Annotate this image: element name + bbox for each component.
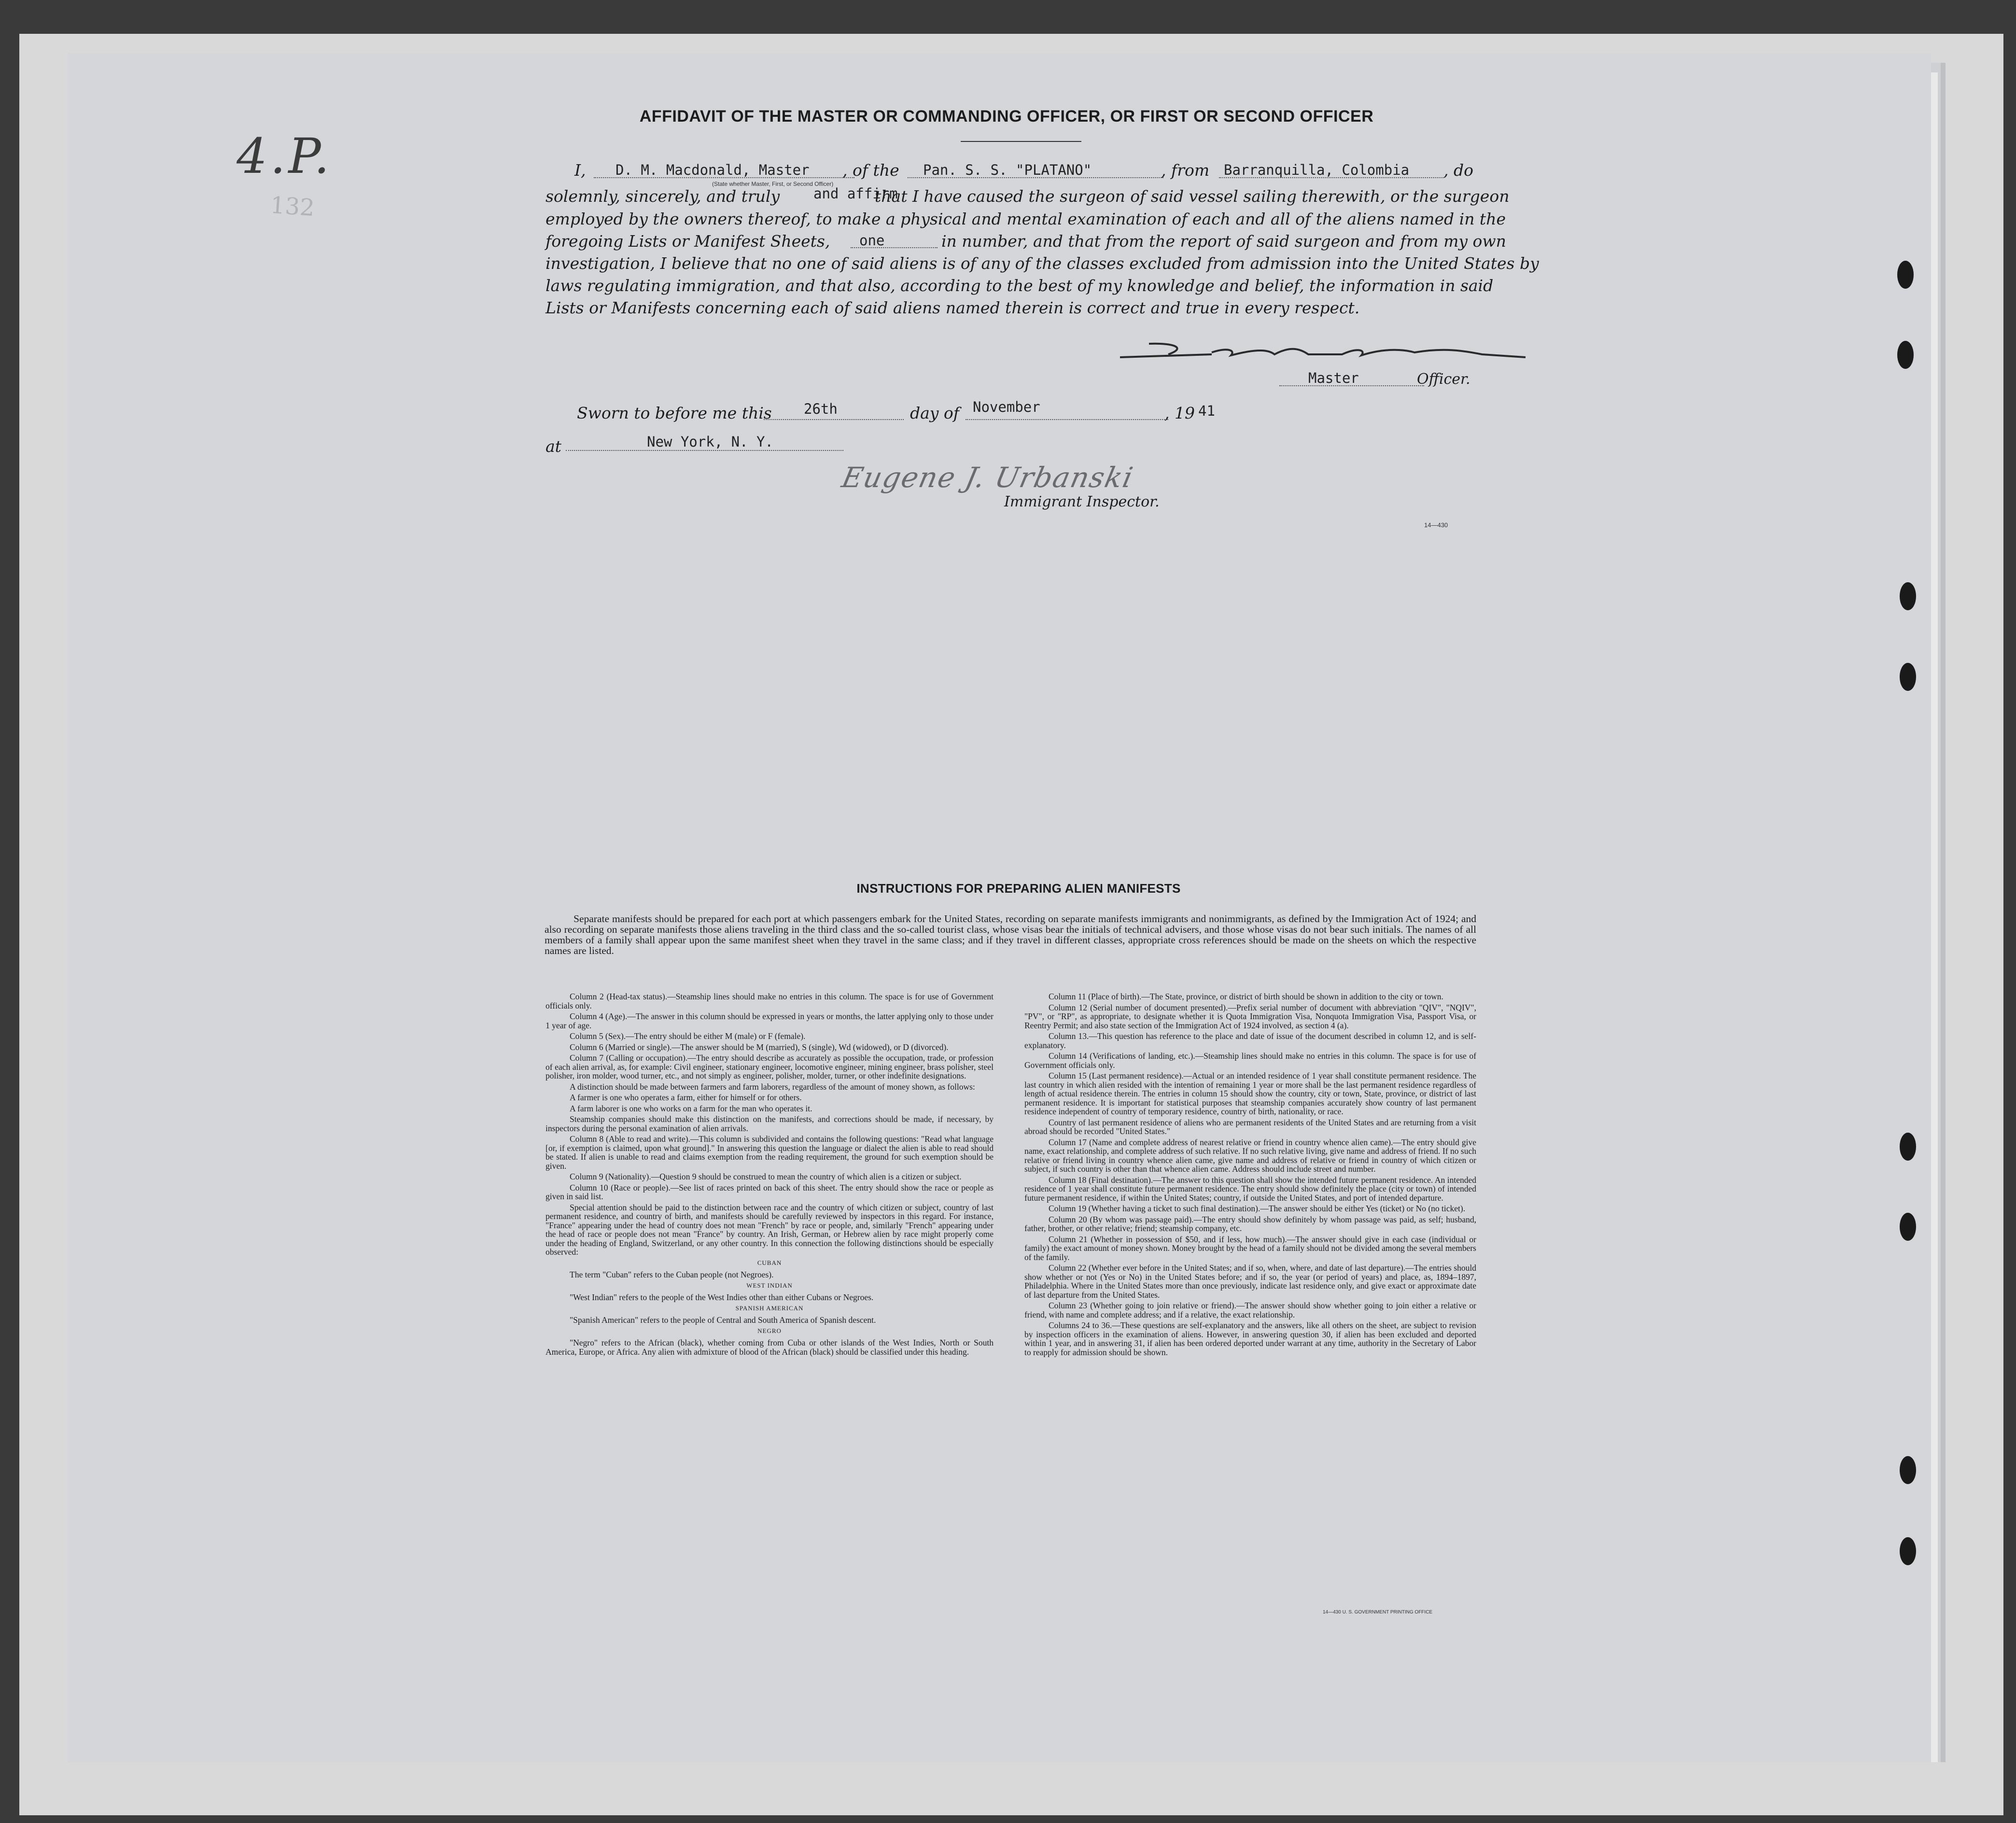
instruction-paragraph: Country of last permanent residence of aliens who are permanent residents of the United States and are returning from a visit abroad should be recorded "United States." xyxy=(1024,1117,1476,1136)
affidavit-text: I, xyxy=(574,161,586,180)
instruction-paragraph: Column 12 (Serial number of document presented).—Prefix serial number of document with abbreviation "QIV", "NQIV", "PV", or "RP", as appropriate, to designate whether it is Quota Immigration Visa, Nonquota Immigration Visa, Passport Visa, or Reentry Permit; and also state section of the Immigration Act of 1924 involved, as section 4 (a). xyxy=(1024,1002,1476,1030)
affidavit-text: day of xyxy=(910,404,960,422)
race-heading: WEST INDIAN xyxy=(746,1281,793,1289)
binder-hole xyxy=(1900,582,1916,610)
affidavit-text: foregoing Lists or Manifest Sheets, xyxy=(546,232,830,251)
instruction-paragraph: Column 4 (Age).—The answer in this column should be expressed in years or months, the latter applying only to those under 1 year of age. xyxy=(546,1011,994,1030)
officer-rank-field: Master xyxy=(1308,370,1359,386)
margin-annotation: 4.P. xyxy=(237,128,333,184)
instructions-right-column xyxy=(1024,992,1476,1359)
instruction-paragraph: Column 19 (Whether having a ticket to such final destination).—The answer should be either Yes (ticket) or No (no ticket). xyxy=(1049,1204,1466,1213)
instructions-intro: Separate manifests should be prepared for each port at which passengers embark for the United States, recording on separate manifests immigrants and nonimmigrants, as defined by the Immigration Act of 1924; and also recording on separate manifests those aliens traveling in the third class and the so-called tourist class, whose visas bear the initials of technical advisers, and those whose visas do not bear such initials. The names of all members of a family shall appear upon the same manifest sheet when they travel in the same class; and if they travel in different classes, appropriate cross references should be made on the sheets on which the respective names are listed. xyxy=(545,913,1476,956)
affidavit-text: at xyxy=(546,437,561,456)
instruction-paragraph: Column 20 (By whom was passage paid).—The entry should show definitely by whom passage was paid, as self; husband, father, brother, or other relative; friend; steamship company, etc. xyxy=(1024,1214,1476,1233)
instruction-paragraph: A distinction should be made between farmers and farm laborers, regardless of the amount of money shown, as follows: xyxy=(570,1081,975,1092)
affidavit-text: , 19 xyxy=(1164,404,1195,422)
sworn-year-field: 41 xyxy=(1198,403,1215,419)
instruction-paragraph: Column 13.—This question has reference to the place and date of issue of the document described in column 12, and is self-explanatory. xyxy=(1024,1031,1476,1050)
officer-signature xyxy=(1115,333,1530,367)
instruction-paragraph: Special attention should be paid to the distinction between race and the country of which citizen or subject, country of last permanent residence, and country of birth, and manifests should be carefully reviewed by inspectors in this regard. For instance, "France" appearing under the head of country does not mean "French" by race or people, and, similarly "French" appearing under the head of race or people does not mean "France" by country. An Irish, German, or Hebrew alien by race might properly come under the heading of England, Switzerland, or any other country. In this connection the following distinctions should be especially observed: xyxy=(546,1202,994,1257)
inspector-signature: Eugene J. Urbanski xyxy=(839,461,1137,494)
affidavit-text: , do xyxy=(1443,161,1473,180)
sworn-day-field: 26th xyxy=(804,401,838,417)
sworn-place-field: New York, N. Y. xyxy=(647,434,773,450)
affidavit-text: Lists or Manifests concerning each of said aliens named therein is correct and true in every respect. xyxy=(546,298,1360,317)
instruction-paragraph: Column 8 (Able to read and write).—This column is subdivided and contains the following questions: "Read what language [or, if exemption is claimed, upon what ground]." In answering this question the language or dialect the alien is able to read should be stated. If alien is unable to read and claims exemption from the reading requirement, the ground for such exemption should be given. xyxy=(546,1134,994,1171)
race-definition: "Negro" refers to the African (black), whether coming from Cuba or other islands of the West Indies, North or South America, Europe, or Africa. Any alien with admixture of blood of the African (black) should be classified under this heading. xyxy=(546,1338,994,1357)
instruction-paragraph: Column 11 (Place of birth).—The State, province, or district of birth should be shown in addition to the city or town. xyxy=(1049,992,1443,1001)
inspector-label: Immigrant Inspector. xyxy=(1004,493,1160,510)
vessel-name-field: Pan. S. S. "PLATANO" xyxy=(923,162,1092,178)
race-definition: "West Indian" refers to the people of the West Indies other than either Cubans or Negroes. xyxy=(570,1292,874,1302)
affidavit-title: AFFIDAVIT OF THE MASTER OR COMMANDING OFFICER, OR FIRST OR SECOND OFFICER xyxy=(639,107,1374,126)
officer-label: Officer. xyxy=(1417,371,1470,388)
binder-hole xyxy=(1897,341,1914,369)
instructions-title: INSTRUCTIONS FOR PREPARING ALIEN MANIFESTS xyxy=(856,881,1181,896)
affidavit-text: employed by the owners thereof, to make a physical and mental examination of each and all of the aliens named in the xyxy=(546,210,1506,228)
instruction-paragraph: A farmer is one who operates a farm, either for himself or for others. xyxy=(570,1093,802,1102)
race-heading: NEGRO xyxy=(757,1327,782,1334)
instructions-left-column xyxy=(546,992,994,1358)
affidavit-text: laws regulating immigration, and that also, according to the best of my knowledge and belief, the information in said xyxy=(546,276,1494,295)
instruction-paragraph: Column 7 (Calling or occupation).—The entry should describe as accurately as possible the occupation, trade, or profession of each alien arrival, as, for example: Civil engineer, stationary engineer, locomotive engineer, mining engineer, brass polisher, steel polisher, iron molder, wood turner, etc., and not simply as engineer, polisher, molder, turner, or other indefinite designations. xyxy=(546,1053,994,1080)
affidavit-text: Sworn to before me this xyxy=(577,404,772,422)
instruction-paragraph: Column 9 (Nationality).—Question 9 should be construed to mean the country of which alien is a citizen or subject. xyxy=(570,1172,962,1181)
departure-port-field: Barranquilla, Colombia xyxy=(1224,162,1410,178)
instruction-paragraph: Column 2 (Head-tax status).—Steamship lines should make no entries in this column. The space is for use of Government officials only. xyxy=(546,992,994,1010)
bleed-through-mark: 132 xyxy=(269,191,316,222)
instruction-paragraph: Columns 24 to 36.—These questions are self-explanatory and the answers, like all others on the sheet, are subject to revision by inspection officers in the examination of aliens. However, in answering question 30, if alien has been excluded and deported within 1 year, and in answering 31, if alien has been ordered deported under warrant at any time, authority in the Secretary of Labor to reapply for admission should be shown. xyxy=(1024,1320,1476,1357)
binder-hole xyxy=(1900,1133,1916,1161)
binder-hole xyxy=(1897,261,1914,289)
fill-line xyxy=(966,418,1168,420)
affidavit-text: , of the xyxy=(842,161,899,180)
sheet-count-field: one xyxy=(859,232,885,249)
printing-office-footer: 14—430 U. S. GOVERNMENT PRINTING OFFICE xyxy=(1323,1610,1433,1615)
race-heading: CUBAN xyxy=(757,1259,782,1266)
binder-hole xyxy=(1900,1456,1916,1484)
sworn-month-field: November xyxy=(973,399,1040,415)
instruction-paragraph: Column 14 (Verifications of landing, etc.).—Steamship lines should make no entries in this column. The space is for use of Government officials only. xyxy=(1024,1051,1476,1070)
race-heading: SPANISH AMERICAN xyxy=(735,1304,804,1312)
page-edge xyxy=(1931,72,1938,1762)
master-name-field: D. M. Macdonald, Master xyxy=(616,162,810,178)
instruction-paragraph: Column 23 (Whether going to join relative or friend).—The answer should show whether going to join either a relative or friend, with name and complete address; and if a relative, the exact relationship. xyxy=(1024,1301,1476,1319)
form-number: 14—430 xyxy=(1424,521,1448,529)
affirm-field: and affirm xyxy=(813,185,898,202)
instruction-paragraph: Column 18 (Final destination).—The answer to this question shall show the intended future permanent residence. An intended residence of 1 year shall constitute future permanent residence. The entry should show definitely the place (city or town) of intended future permanent residence, if within the United States; country, if outside the United States, and port of intended departure. xyxy=(1024,1175,1476,1203)
instruction-paragraph: Column 21 (Whether in possession of $50, and if less, how much).—The answer should give in each case (individual or family) the exact amount of money shown. Money brought by the head of a family should not be divided among the several members of the family. xyxy=(1024,1234,1476,1262)
instruction-paragraph: Steamship companies should make this distinction on the manifests, and corrections should be made, if necessary, by inspectors during the personal examination of alien arrivals. xyxy=(546,1114,994,1133)
instruction-paragraph: Column 17 (Name and complete address of nearest relative or friend in country whence alien came).—The entry should give name, exact relationship, and complete address of such relative. If no such relative living, give name and address of friend. If no such relative or friend living in country whence alien came, give name and address of relative or friend in country of which citizen or subject, if such country is other than that whence alien came. Address should include street and number. xyxy=(1024,1137,1476,1174)
affidavit-text: that I have caused the surgeon of said vessel sailing therewith, or the surgeon xyxy=(875,187,1510,206)
instruction-paragraph: Column 10 (Race or people).—See list of races printed on back of this sheet. The entry should show the race or people as given in said list. xyxy=(546,1182,994,1201)
instruction-paragraph: Column 6 (Married or single).—The answer should be M (married), S (single), Wd (widowed), or D (divorced). xyxy=(570,1042,949,1052)
fill-line xyxy=(764,418,904,420)
affidavit-text: solemnly, sincerely, and truly xyxy=(546,187,780,206)
instruction-paragraph: Column 15 (Last permanent residence).—Actual or an intended residence of 1 year shall constitute permanent residence. The last country in which alien resided with the intention of remaining 1 year or more shall be the last permanent residence regardless of length of actual residence therein. The entries in column 15 should show the country, city or town, State, province, or district of last permanent residence. It is important for statistical purposes that steamship companies accurately show country of last permanent residence independent of country of temporary residence, country of birth, nationality, or race. xyxy=(1024,1071,1476,1116)
binder-hole xyxy=(1900,1537,1916,1565)
instruction-paragraph: Column 22 (Whether ever before in the United States; and if so, when, where, and date of last departure).—The entries should show whether or not (Yes or No) in the United States before; and if so, the year (or period of years) and place, as, 1894–1897, Philadelphia. Where in the United States more than once previously, indicate last residence only, and give exact or approximate date of last departure from the United States. xyxy=(1024,1263,1476,1300)
rank-instruction-note: (State whether Master, First, or Second Officer) xyxy=(712,181,834,187)
instruction-paragraph: Column 5 (Sex).—The entry should be either M (male) or F (female). xyxy=(570,1031,806,1041)
affidavit-text: investigation, I believe that no one of said aliens is of any of the classes excluded from admission into the United States by xyxy=(546,254,1539,273)
binder-hole xyxy=(1900,1213,1916,1241)
affidavit-text: in number, and that from the report of said surgeon and from my own xyxy=(941,232,1506,251)
race-definition: "Spanish American" refers to the people of Central and South America of Spanish descent. xyxy=(570,1315,876,1325)
affidavit-text: , from xyxy=(1161,161,1210,180)
title-rule xyxy=(961,141,1081,142)
binder-hole xyxy=(1900,663,1916,691)
instruction-paragraph: A farm laborer is one who works on a farm for the man who operates it. xyxy=(570,1103,812,1113)
race-definition: The term "Cuban" refers to the Cuban people (not Negroes). xyxy=(570,1270,774,1279)
